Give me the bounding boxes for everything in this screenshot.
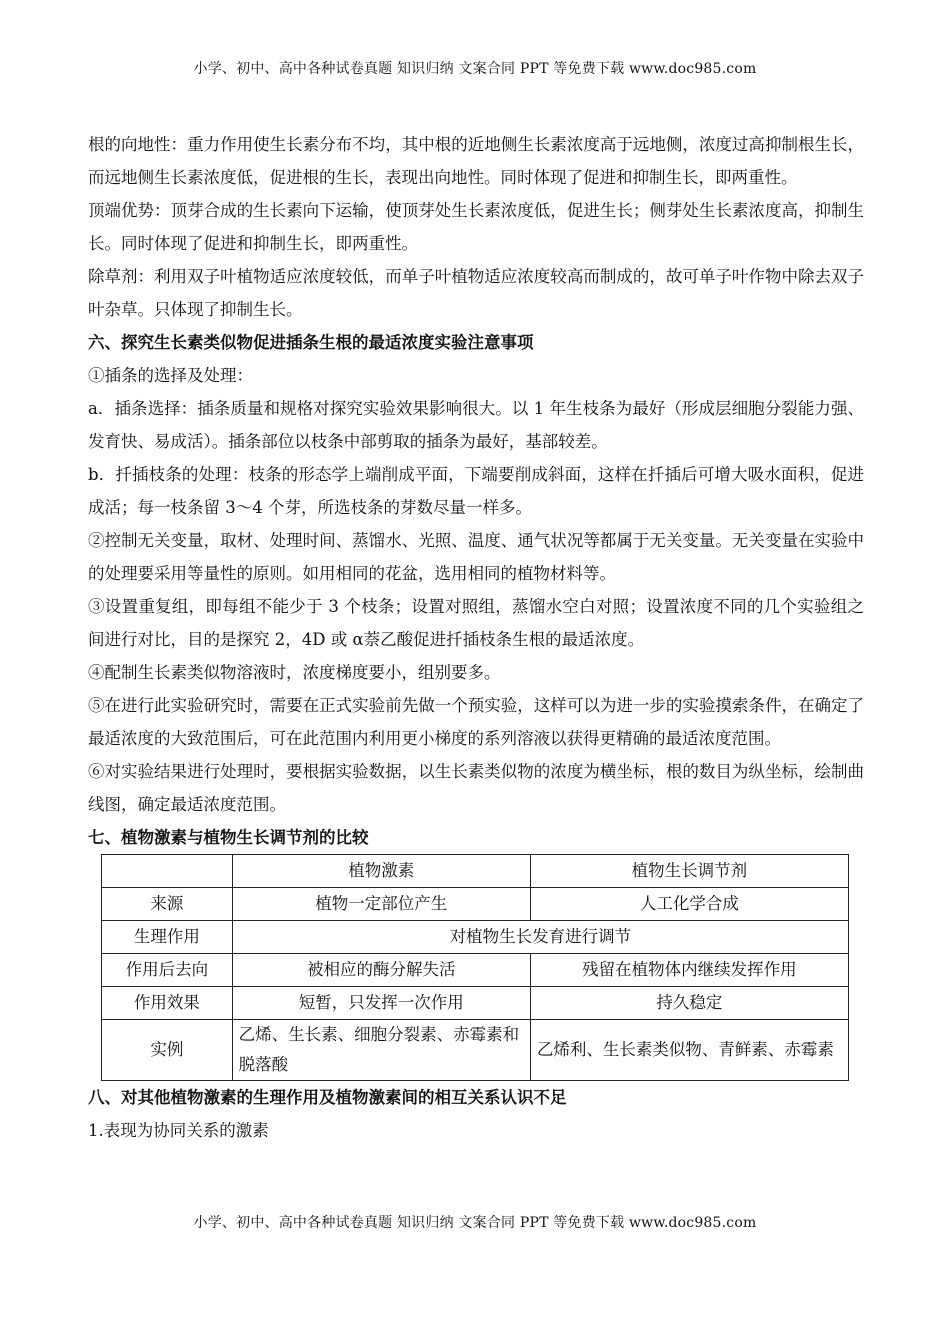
table-cell: 人工化学合成 xyxy=(530,888,848,921)
page-header: 小学、初中、高中各种试卷真题 知识归纳 文案合同 PPT 等免费下载 www.doc985.com xyxy=(193,61,757,77)
paragraph-apical-dominance: 顶端优势：顶芽合成的生长素向下运输，使顶芽处生长素浓度低，促进生长；侧芽处生长素浓度高，抑制生长。同时体现了促进和抑制生长，即两重性。 xyxy=(88,201,864,253)
section-6-item: ⑤在进行此实验研究时，需要在正式实验前先做一个预实验，这样可以为进一步的实验摸索条件，在确定了最适浓度的大致范围后，可在此范围内利用更小梯度的系列溶液以获得更精确的最适浓度范围。 xyxy=(88,696,864,748)
table-cell: 被相应的酶分解失活 xyxy=(232,954,530,987)
section-6-item: a．插条选择：插条质量和规格对探究实验效果影响很大。以 1 年生枝条为最好（形成层细胞分裂能力强、发育快、易成活）。插条部位以枝条中部剪取的插条为最好，基部较差。 xyxy=(88,399,864,451)
paragraph-herbicide: 除草剂：利用双子叶植物适应浓度较低，而单子叶植物适应浓度较高而制成的，故可单子叶作物中除去双子叶杂草。只体现了抑制生长。 xyxy=(88,267,864,319)
document-body xyxy=(88,128,864,1147)
section-6-item: ③设置重复组，即每组不能少于 3 个枝条；设置对照组，蒸馏水空白对照；设置浓度不同的几个实验组之间进行对比，目的是探究 2，4D 或 α萘乙酸促进扦插枝条生根的最适浓度。 xyxy=(88,597,864,649)
section-6-item: b．扦插枝条的处理：枝条的形态学上端削成平面，下端要削成斜面，这样在扦插后可增大吸水面积，促进成活；每一枝条留 3～4 个芽，所选枝条的芽数尽量一样多。 xyxy=(88,465,864,517)
table-row-label: 作用效果 xyxy=(102,987,233,1020)
table-row xyxy=(102,921,849,954)
table-header-cell: 植物生长调节剂 xyxy=(530,855,848,888)
table-row xyxy=(102,888,849,921)
page-footer: 小学、初中、高中各种试卷真题 知识归纳 文案合同 PPT 等免费下载 www.doc985.com xyxy=(193,1215,757,1231)
table-row xyxy=(102,1020,849,1081)
section-8-item: 1.表现为协同关系的激素 xyxy=(88,1121,269,1140)
section-7-heading: 七、植物激素与植物生长调节剂的比较 xyxy=(88,828,369,847)
section-6-item: ②控制无关变量，取材、处理时间、蒸馏水、光照、温度、通气状况等都属于无关变量。无关变量在实验中的处理要采用等量性的原则。如用相同的花盆，选用相同的植物材料等。 xyxy=(88,531,864,583)
table-row-label: 生理作用 xyxy=(102,921,233,954)
section-6-heading: 六、探究生长素类似物促进插条生根的最适浓度实验注意事项 xyxy=(88,333,534,352)
table-header-cell: 植物激素 xyxy=(232,855,530,888)
section-6-item: ④配制生长素类似物溶液时，浓度梯度要小，组别要多。 xyxy=(88,663,501,682)
table-header-cell xyxy=(102,855,233,888)
comparison-table xyxy=(101,854,849,1081)
table-cell: 持久稳定 xyxy=(530,987,848,1020)
table-cell: 乙烯利、生长素类似物、青鲜素、赤霉素 xyxy=(530,1020,848,1081)
table-row xyxy=(102,987,849,1020)
table-cell-merged: 对植物生长发育进行调节 xyxy=(232,921,848,954)
section-6-item: ①插条的选择及处理： xyxy=(88,366,253,385)
table-row-label: 实例 xyxy=(102,1020,233,1081)
table-header-row xyxy=(102,855,849,888)
section-8-heading: 八、对其他植物激素的生理作用及植物激素间的相互关系认识不足 xyxy=(88,1088,567,1107)
table-cell: 植物一定部位产生 xyxy=(232,888,530,921)
paragraph-root-gravitropism: 根的向地性：重力作用使生长素分布不均，其中根的近地侧生长素浓度高于远地侧，浓度过高抑制根生长，而远地侧生长素浓度低，促进根的生长，表现出向地性。同时体现了促进和抑制生长，即两重性。 xyxy=(88,135,864,187)
table-cell: 短暂，只发挥一次作用 xyxy=(232,987,530,1020)
table-cell: 乙烯、生长素、细胞分裂素、赤霉素和脱落酸 xyxy=(232,1020,530,1081)
table-row xyxy=(102,954,849,987)
table-row-label: 来源 xyxy=(102,888,233,921)
table-cell: 残留在植物体内继续发挥作用 xyxy=(530,954,848,987)
table-row-label: 作用后去向 xyxy=(102,954,233,987)
section-6-item: ⑥对实验结果进行处理时，要根据实验数据，以生长素类似物的浓度为横坐标，根的数目为纵坐标，绘制曲线图，确定最适浓度范围。 xyxy=(88,762,864,814)
